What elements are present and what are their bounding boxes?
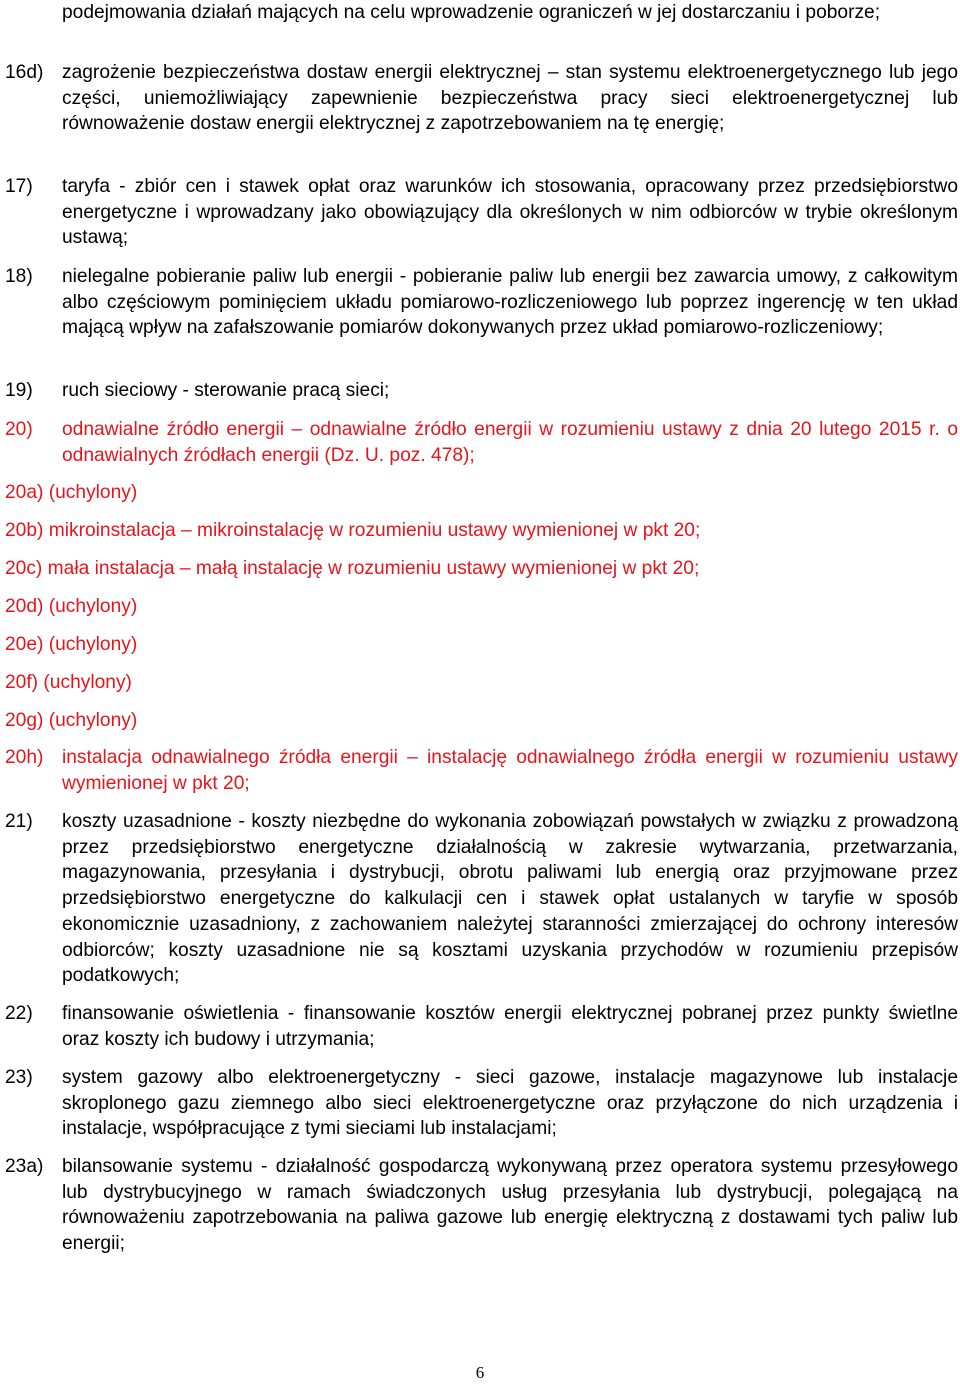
entry-text: odnawialne źródło energii – odnawialne źródło energii w rozumieniu ustawy z dnia 20 lutego 2015 r. o odnawialnych źródłach energii (Dz. U. poz. 478); [62, 419, 958, 466]
list-item-amended [5, 632, 958, 658]
entry-number: 20g) [5, 710, 44, 731]
list-item [5, 264, 958, 341]
entry-number: 20f) [5, 672, 39, 693]
list-item-amended [5, 670, 958, 696]
entry-number: 23a) [5, 1156, 44, 1177]
entry-text: bilansowanie systemu - działalność gospodarczą wykonywaną przez operatora systemu przesyłowego lub dystrybucyjnego w ramach świadczonych usług przesyłania lub dystrybucji, polegającą na równoważeniu zapotrzebowania na paliwa gazowe lub energię elektryczną z dostawami tych paliw lub energii; [62, 1156, 958, 1255]
entry-text: ruch sieciowy - sterowanie pracą sieci; [62, 380, 390, 401]
entry-text: koszty uzasadnione - koszty niezbędne do wykonania zobowiązań powstałych w związku z prowadzoną przez przedsiębiorstwo energetyczne działalnością w zakresie wytwarzania, przetwarzania, magazynowania, przesyłania i dystrybucji, obrotu paliwami lub energią oraz przyjmowane przez przedsiębiorstwo energetyczne do kalkulacji cen i stawek opłat ustalanych w taryfie w sposób ekonomicznie uzasadniony, z zachowaniem należytej staranności zmierzającej do ochrony interesów odbiorców; koszty uzasadnione nie są kosztami uzyskania przychodów w rozumieniu przepisów podatkowych; [62, 811, 958, 987]
entry-number: 22) [5, 1003, 33, 1024]
entry-number: 20h) [5, 747, 44, 768]
list-item-amended [5, 745, 958, 796]
entry-text: instalacja odnawialnego źródła energii – instalację odnawialnego źródła energii w rozumieniu ustawy wymienionej w pkt 20; [62, 747, 958, 794]
entry-text: (uchylony) [48, 710, 138, 731]
entry-number: 21) [5, 811, 33, 832]
entry-number: 17) [5, 176, 33, 197]
entry-text: (uchylony) [43, 672, 132, 693]
list-item [5, 1001, 958, 1052]
list-item-amended [5, 417, 958, 468]
list-item [5, 0, 958, 26]
entry-number: 20d) [5, 596, 44, 617]
list-item-amended [5, 480, 958, 506]
entry-text: (uchylony) [48, 596, 138, 617]
entry-text: mała instalacja – małą instalację w rozumieniu ustawy wymienionej w pkt 20; [47, 558, 700, 579]
entry-text: zagrożenie bezpieczeństwa dostaw energii elektrycznej – stan systemu elektroenergetycznego lub jego części, uniemożliwiający zapewnienie bezpieczeństwa pracy sieci elektroenergetycznej lub równoważenie dostaw energii elektrycznej z zapotrzebowaniem na tę energię; [62, 62, 958, 135]
entry-number: 23) [5, 1067, 33, 1088]
list-item [5, 1154, 958, 1257]
entry-text: (uchylony) [48, 634, 138, 655]
entry-text: (uchylony) [48, 482, 138, 503]
list-item [5, 1065, 958, 1142]
list-item-amended [5, 556, 958, 582]
entry-number: 20a) [5, 482, 44, 503]
entry-text: taryfa - zbiór cen i stawek opłat oraz warunków ich stosowania, opracowany przez przedsiębiorstwo energetyczne i wprowadzany jako obowiązujący dla określonych w nim odbiorców w trybie określonym ustawą; [62, 176, 958, 249]
entry-text: mikroinstalacja – mikroinstalację w rozumieniu ustawy wymienionej w pkt 20; [48, 520, 701, 541]
page-number: 6 [475, 1363, 485, 1382]
list-item-amended [5, 708, 958, 734]
entry-number: 20b) [5, 520, 44, 541]
list-item [5, 378, 958, 404]
list-item-amended [5, 594, 958, 620]
entry-number: 18) [5, 266, 33, 287]
list-item-amended [5, 518, 958, 544]
entry-number: 16d) [5, 62, 44, 83]
list-item [5, 809, 958, 989]
entry-text: system gazowy albo elektroenergetyczny - sieci gazowe, instalacje magazynowe lub instalacje skroplonego gazu ziemnego albo sieci elektroenergetyczne oraz przyłączone do nich urządzenia i instalacje, współpracujące z tymi sieciami lub instalacjami; [62, 1067, 958, 1140]
entry-text: nielegalne pobieranie paliw lub energii - pobieranie paliw lub energii bez zawarcia umowy, z całkowitym albo częściowym pominięciem układu pomiarowo-rozliczeniowego lub poprzez ingerencję w ten układ mającą wpływ na zafałszowanie pomiarów dokonywanych przez układ pomiarowo-rozliczeniowy; [62, 266, 958, 339]
list-item [5, 60, 958, 137]
entry-number: 19) [5, 380, 33, 401]
entry-number: 20e) [5, 634, 44, 655]
entry-text: finansowanie oświetlenia - finansowanie kosztów energii elektrycznej pobranej przez punkty świetlne oraz koszty ich budowy i utrzymania; [62, 1003, 958, 1050]
list-item [5, 174, 958, 251]
entry-number: 20) [5, 419, 33, 440]
entry-text: podejmowania działań mających na celu wprowadzenie ograniczeń w jej dostarczaniu i poborze; [62, 2, 881, 23]
entry-number: 20c) [5, 558, 43, 579]
